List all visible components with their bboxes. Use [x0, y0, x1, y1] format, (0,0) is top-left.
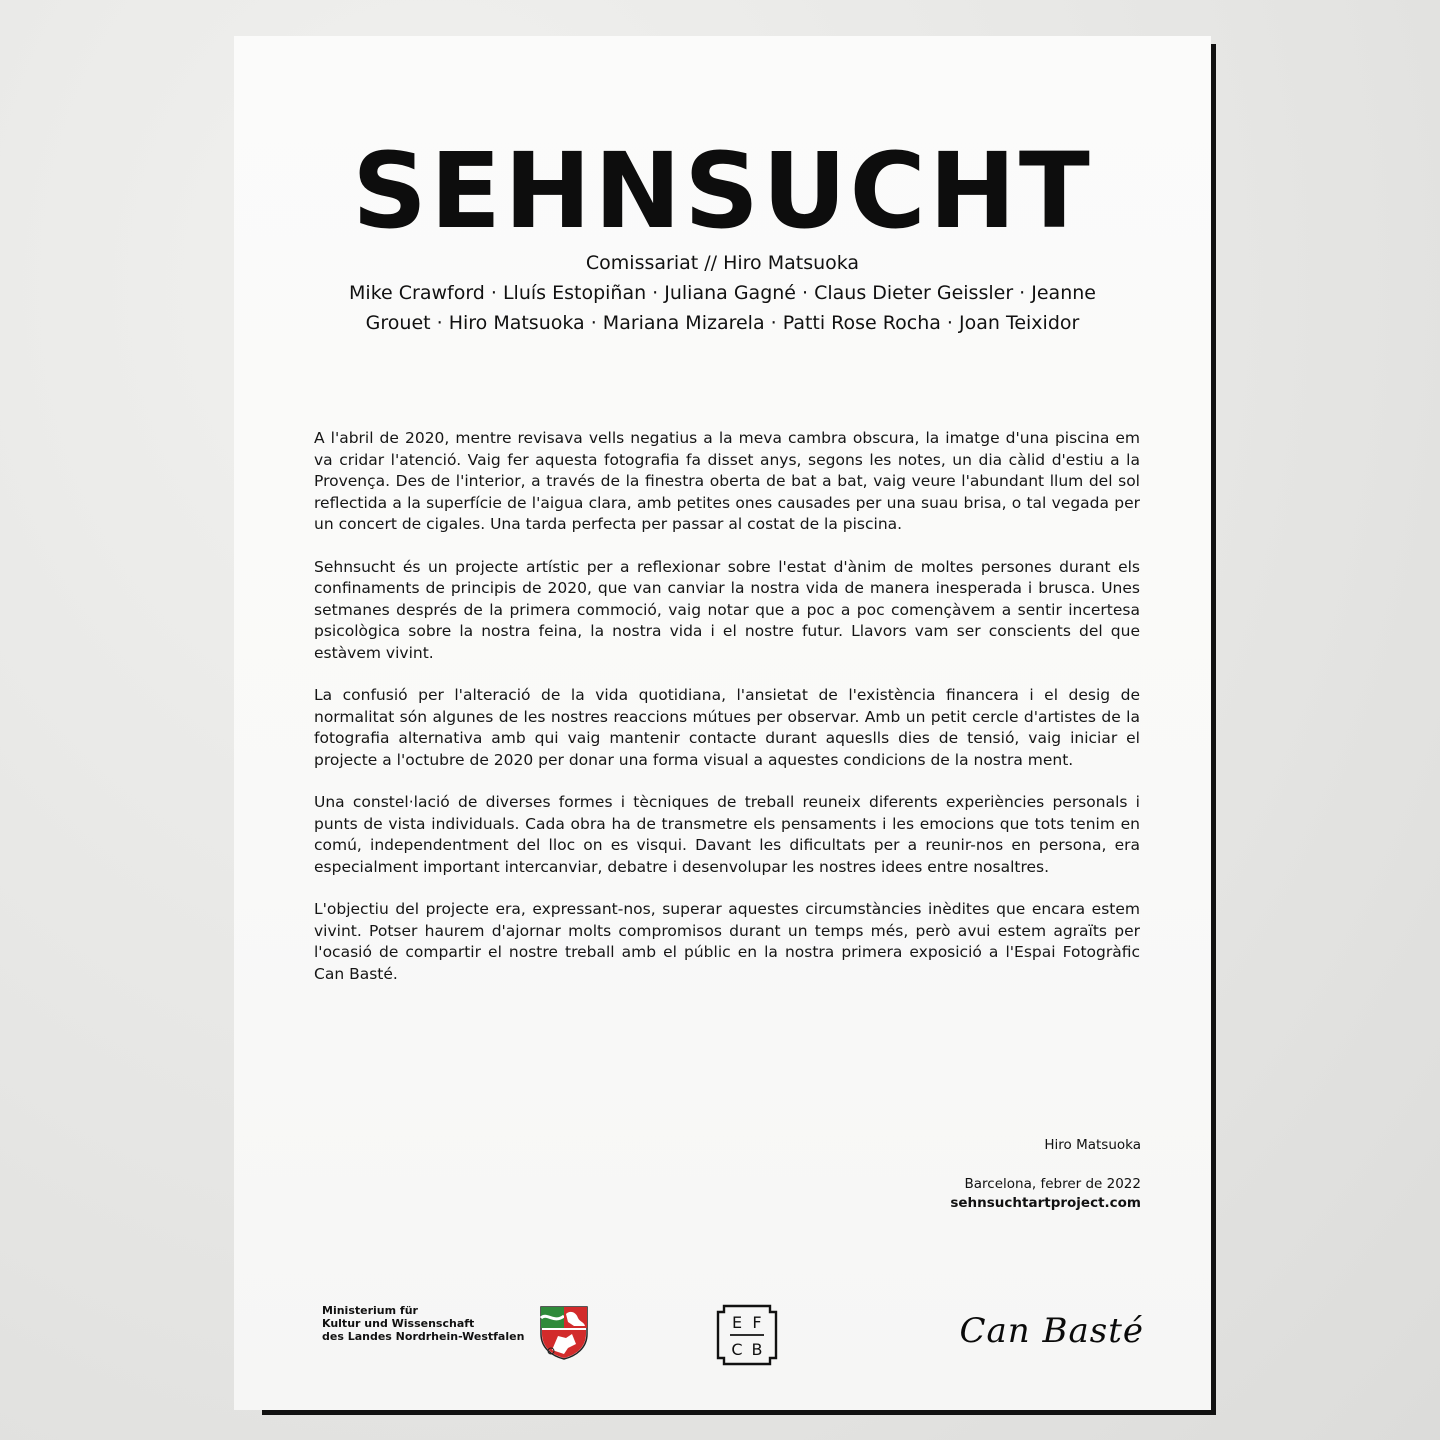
efcb-letter-e: E: [731, 1313, 743, 1332]
project-website: sehnsuchtartproject.com: [950, 1195, 1141, 1211]
efcb-letter-f: F: [752, 1313, 762, 1332]
statement-text: [314, 428, 1140, 1006]
artists-line-1: Mike Crawford · Lluís Estopiñan · Juliana Gagné · Claus Dieter Geissler · Jeanne: [349, 282, 1096, 304]
artists-line-2: Grouet · Hiro Matsuoka · Mariana Mizarela · Patti Rose Rocha · Joan Teixidor: [365, 312, 1080, 334]
signature-place-date: Barcelona, febrer de 2022: [964, 1176, 1141, 1192]
ministry-line-3: des Landes Nordrhein-Westfalen: [322, 1330, 525, 1343]
statement-paragraph-5: L'objectiu del projecte era, expressant-nos, superar aquestes circumstàncies inèdites que encara estem vivint. Potser haurem d'ajornar molts compromisos durant un temps més, però avui estem agraïts per l'ocasió de compartir el nostre treball amb el públic en la nostra primera exposició a l'Espai Fotogràfic Can Basté.: [314, 900, 1140, 983]
ministry-logo-text: [322, 1304, 524, 1343]
poster-title: SEHNSUCHT: [352, 130, 1093, 252]
statement-paragraph-3: La confusió per l'alteració de la vida quotidiana, l'ansietat de l'existència financera i el desig de normalitat són algunes de les nostres reaccions mútues per observar. Amb un petit cercle d'artistes de la fotografia alternativa amb qui vaig mantenir contacte durant aqueslls dies de tensió, vaig iniciar el projecte a l'octubre de 2020 per donar una forma visual a aquestes condicions de la nostra ment.: [314, 686, 1140, 769]
ministry-line-1: Ministerium für: [322, 1304, 418, 1317]
statement-paragraph-4: Una constel·lació de diverses formes i tècniques de treball reuneix diferents experiències personals i punts de vista individuals. Cada obra ha de transmetre els pensaments i les emocions que tots tenim en comú, independentment del lloc on es visqui. Davant les dificultats per a reunir-nos en persona, era especialment important intercanviar, debatre i desenvolupar les nostres idees entre nosaltres.: [314, 793, 1140, 876]
statement-paragraph-1: A l'abril de 2020, mentre revisava vells negatius a la meva cambra obscura, la imatge d'una piscina em va cridar l'atenció. Vaig fer aquesta fotografia fa disset anys, segons les notes, un dia càlid d'estiu a la Provença. Des de l'interior, a través de la finestra oberta de bat a bat, vaig veure l'abundant llum del sol reflectida a la superfície de l'aigua clara, amb petites ones causades per una suau brisa, o tal vegada per un concert de cigales. Una tarda perfecta per passar al costat de la piscina.: [314, 429, 1140, 533]
ministry-line-2: Kultur und Wissenschaft: [322, 1317, 475, 1330]
signature-name: Hiro Matsuoka: [1044, 1137, 1141, 1153]
artists-list: [304, 278, 1141, 338]
can-baste-logo: Can Basté: [959, 1311, 1144, 1351]
efcb-letter-c: C: [731, 1340, 743, 1359]
signature-block: [950, 1136, 1141, 1213]
nrw-crest-icon: [538, 1304, 590, 1360]
exhibition-poster: [234, 36, 1211, 1410]
curator-line: Comissariat // Hiro Matsuoka: [585, 252, 860, 274]
efcb-logo-icon: [714, 1302, 780, 1368]
statement-paragraph-2: Sehnsucht és un projecte artístic per a reflexionar sobre l'estat d'ànim de moltes persones durant els confinaments de principis de 2020, que van canviar la nostra vida de manera inesperada i brusca. Unes setmanes després de la primera commoció, vaig notar que a poc a poc començàvem a sentir incertesa psicològica sobre la nostra feina, la nostra vida i el nostre futur. Llavors vam ser conscients del que estàvem vivint.: [314, 557, 1140, 662]
efcb-letter-b: B: [751, 1340, 763, 1359]
